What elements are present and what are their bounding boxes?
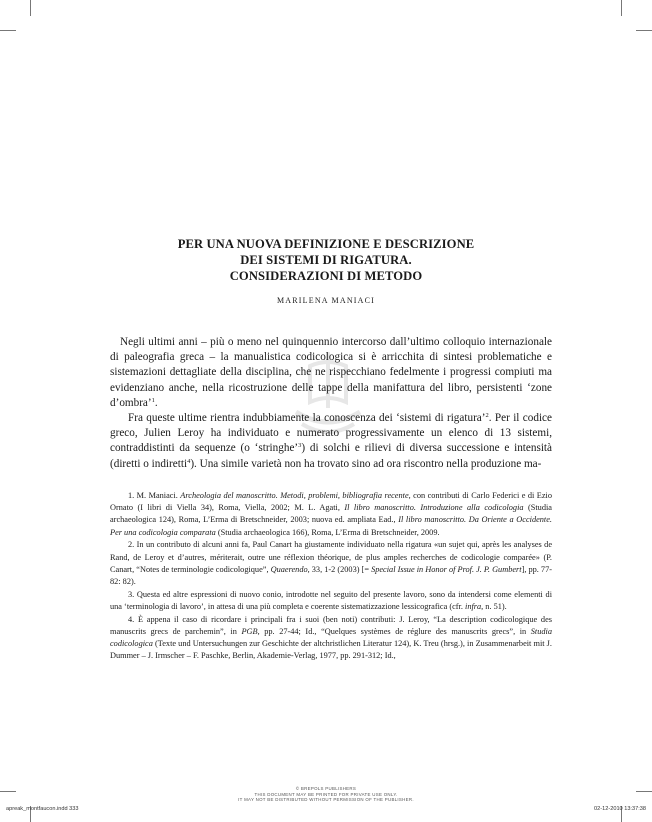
article-title [110,236,542,284]
body-paragraph: Fra queste ultime rientra indubbiamente la conoscenza dei ‘sistemi di rigatura’$^2$. Per il codice greco, Julien Leroy ha individuato e numerato progressivamente un elenco di 13 sistemi, contraddistinti da sequenze (o ‘stringhe’$^3$) di solchi e rilievi di diversa successione e intensità (diretti o indiretti$^4$). Una simile varietà non ha trovato sino ad ora riscontro nella produzione ma- [110,412,553,470]
footnote-ref: 3 [298,442,302,450]
footnote: 2. In un contributo di alcuni anni fa, Paul Canart ha giustamente individuato nella rigatura «un sujet qui, après les analyses de Rand, de Leroy et d’autres, mériterait, outre une réflexion théorique, de plus amples recherches de codicologie comparée» (P. Canart, “Notes de terminologie codicologique”, Quaerendo, 33, 1-2 (2003) [= Special Issue in Honor of Prof. J. P. Gumbert], pp. 77-82: 82). [110,540,552,586]
crop-mark [621,0,622,16]
footnotes [110,490,552,662]
author-name: MARILENA MANIACI [276,296,376,305]
title-line: DEI SISTEMI DI RIGATURA. [240,253,412,267]
footnote: 3. Questa ed altre espressioni di nuovo conio, introdotte nel seguito del presente lavoro, sono da intendersi come elementi di una ‘terminologia di lavoro’, in attesa di una più completa e coerente sistematizzazione lessicografica (cfr. infra, n. 51). [110,589,552,611]
publisher-line: © BREPOLS PUBLISHERS [295,786,357,791]
footnote: 1. M. Maniaci. Archeologia del manoscritto. Metodi, problemi, bibliografia recente, con contributi di Carlo Federici e di Ezio Ornato (I libri di Viella 34), Roma, Viella, 2002; M. L. Agati, Il libro manoscritto. Introduzione alla codicologia (Studia archaeologica 124), Roma, L’Erma di Bretschneider, 2003; nuova ed. ampliata Ead., Il libro manoscritto. Da Oriente a Occidente. Per una codicologia comparata (Studia archaeologica 166), Roma, L’Erma di Bretschneider, 2009. [110,491,552,537]
title-line: PER UNA NUOVA DEFINIZIONE E DESCRIZIONE [177,237,475,251]
crop-mark [636,30,652,31]
footnote-ref: 4 [187,457,191,465]
crop-mark [0,30,16,31]
publisher-line: THIS DOCUMENT MAY BE PRINTED FOR PRIVATE USE ONLY. [254,791,398,797]
publisher-line: IT MAY NOT BE DISTRIBUTED WITHOUT PERMISSION OF THE PUBLISHER. [238,797,414,803]
body-text [110,335,552,472]
print-timestamp: 02-12-2010 13:37:38 [594,806,646,812]
footnote-ref: 1 [151,396,155,404]
crop-mark [30,0,31,16]
crop-mark [636,791,652,792]
publisher-notice [180,786,472,803]
crop-mark [0,791,16,792]
footnote-ref: 2 [485,412,489,420]
footnote: 4. È appena il caso di ricordare i principali fra i suoi (ben noti) contributi: J. Leroy, “La description codicologique des manuscrits grecs de parchemin”, in PGB, pp. 27-44; Id., “Quelques systèmes de réglure des manuscrits grecs”, in Studia codicologica (Texte und Untersuchungen zur Geschichte der altchristlichen Literatur 124), K. Treu (hrsg.), in Zusammenarbeit mit J. Dummer – J. Irmscher – F. Paschke, Berlin, Akademie-Verlag, 1977, pp. 291-312; Id., [110,614,552,661]
file-slug: apreak_montfaucon.indd 333 [6,806,79,812]
body-paragraph: Negli ultimi anni – più o meno nel quinquennio intercorso dall’ultimo colloquio internazionale di paleografia greca – la manualistica codicologica si è arricchita di sintesi problematiche e sistemazioni dettagliate della disciplina, che ne rispecchiano fedelmente i progressi compiuti ma evidenziano anche, nella ricostruzione delle tappe della manifattura del libro, persistenti ‘zone d’ombra’$^1$. [110,336,552,409]
title-line: CONSIDERAZIONI DI METODO [229,269,423,283]
